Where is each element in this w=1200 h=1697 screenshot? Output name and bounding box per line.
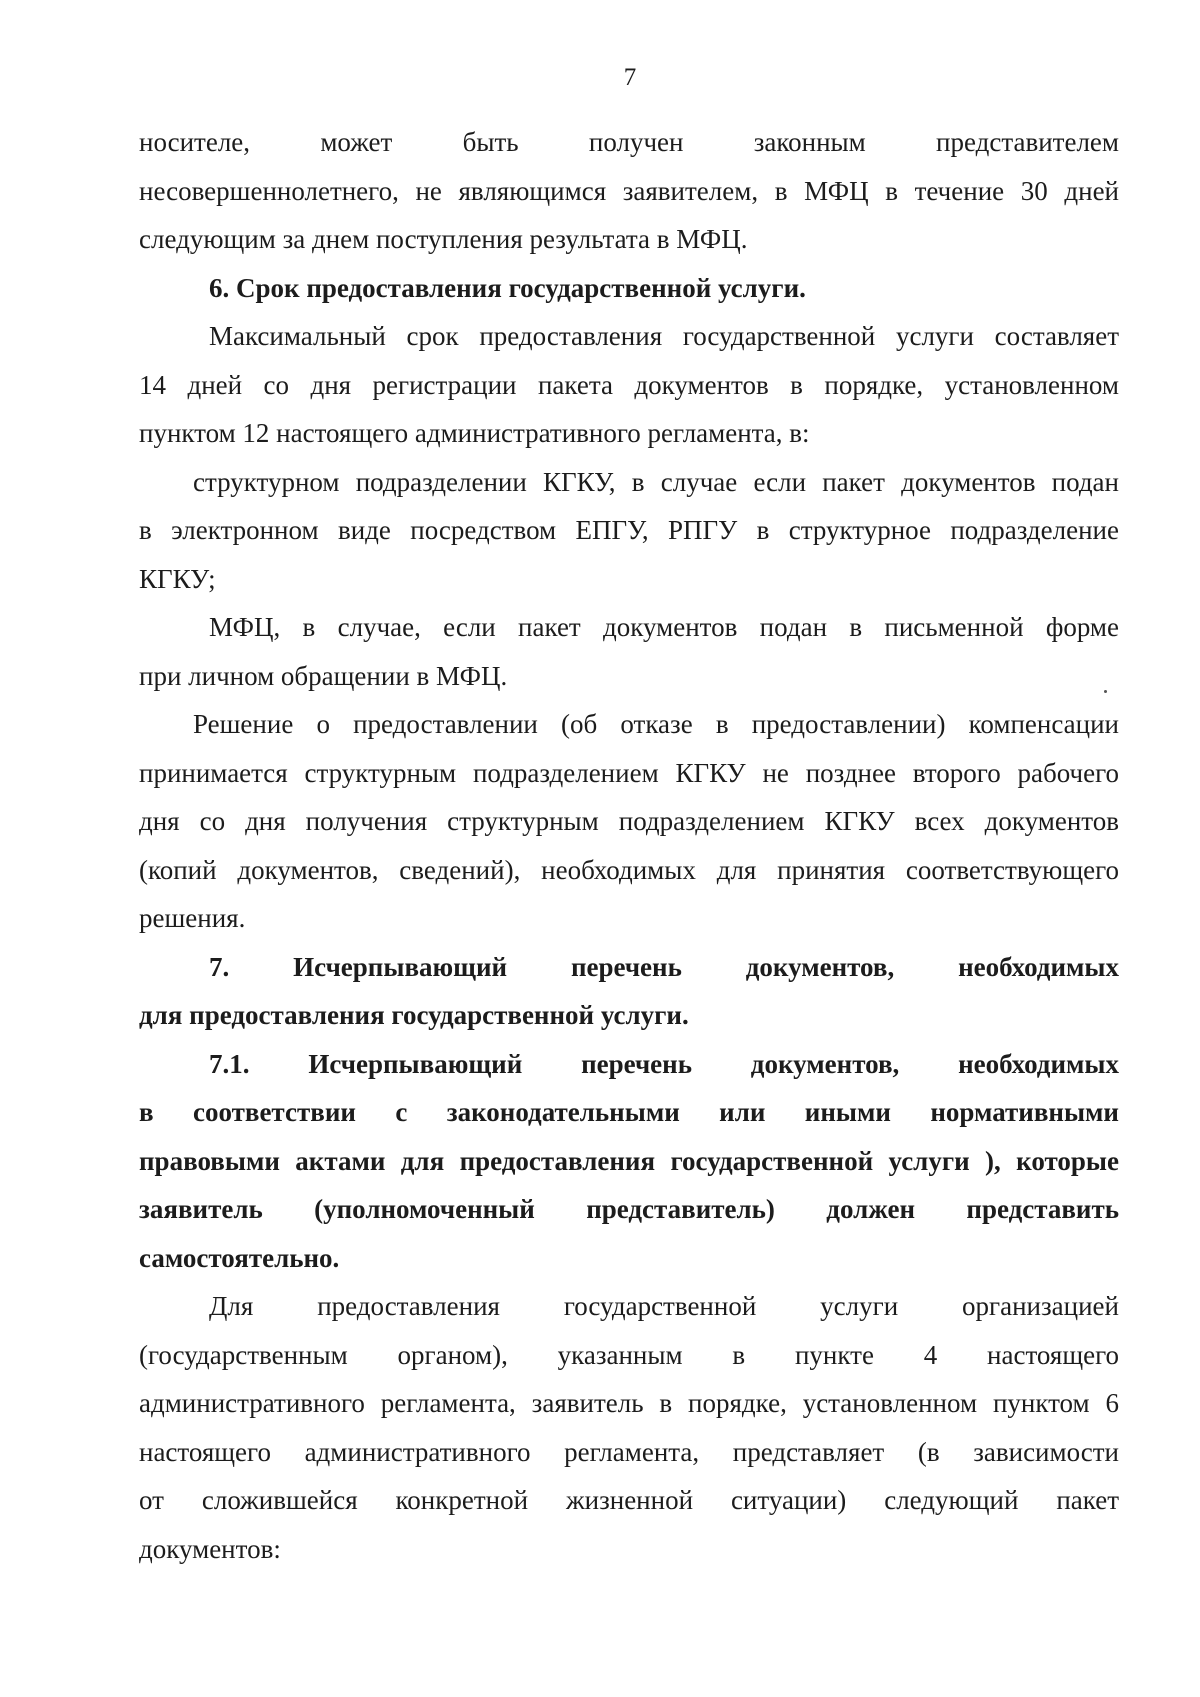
text-line: дня со дня получения структурным подразделением КГКУ всех документов [139,806,1119,836]
text-line: структурном подразделении КГКУ, в случае если пакет документов подан [193,466,1119,497]
text-line: (копий документов, сведений), необходимых для принятия соответствующего [139,854,1119,885]
paragraph-continuation [139,118,1119,264]
heading-line: для предоставления государственной услуги. [139,1000,689,1030]
text-line: от сложившейся конкретной жизненной ситуации) следующий пакет [139,1485,1119,1515]
heading-line: в соответствии с законодательными или иными нормативными [139,1097,1119,1127]
paragraph-decision [139,700,1119,943]
text-line: МФЦ, в случае, если пакет документов подан в письменной форме [209,612,1119,642]
heading-line: правовыми актами для предоставления государственной услуги ), которые [139,1145,1119,1176]
heading-line: 7.1. Исчерпывающий перечень документов, необходимых [209,1048,1119,1079]
text-line: пунктом 12 настоящего административного регламента, в: [139,418,810,448]
text-line: (государственным органом), указанным в пункте 4 настоящего [139,1339,1119,1370]
text-line: принимается структурным подразделением КГКУ не позднее второго рабочего [139,757,1119,788]
text-line: Решение о предоставлении (об отказе в предоставлении) компенсации [193,709,1119,739]
paragraph-mfc [139,603,1119,700]
section-heading-7-1 [139,1040,1119,1283]
paragraph-max-term [139,312,1119,458]
paragraph-document-package [139,1282,1119,1573]
heading-line: заявитель (уполномоченный представитель) должен представить [139,1194,1119,1224]
text-line: несовершеннолетнего, не являющимся заявителем, в МФЦ в течение 30 дней [139,175,1119,206]
text-line: следующим за днем поступления результата в МФЦ. [139,224,748,254]
text-line: КГКУ; [139,563,216,594]
text-line: при личном обращении в МФЦ. [139,660,508,691]
heading-line: 7. Исчерпывающий перечень документов, необходимых [209,951,1119,982]
text-line: носителе, может быть получен законным представителем [139,127,1119,157]
paragraph-structural-unit [139,458,1119,604]
scan-speck [1104,690,1107,693]
text-line: Для предоставления государственной услуги организацией [209,1291,1119,1321]
text-line: Максимальный срок предоставления государственной услуги составляет [209,321,1119,351]
text-line: в электронном виде посредством ЕПГУ, РПГУ в структурное подразделение [139,515,1119,545]
text-line: 14 дней со дня регистрации пакета документов в порядке, установленном [139,369,1119,400]
section-heading-6 [139,264,1119,313]
page-content [139,118,1119,1573]
text-line: документов: [139,1533,281,1564]
section-heading-7 [139,943,1119,1040]
heading-line: самостоятельно. [139,1242,340,1273]
page-number: 7 [623,64,637,91]
text-line: административного регламента, заявитель в порядке, установленном пунктом 6 [139,1388,1119,1418]
text-line: настоящего административного регламента, представляет (в зависимости [139,1436,1119,1467]
text-line: решения. [139,903,246,933]
heading-line: 6. Срок предоставления государственной услуги. [209,272,806,303]
